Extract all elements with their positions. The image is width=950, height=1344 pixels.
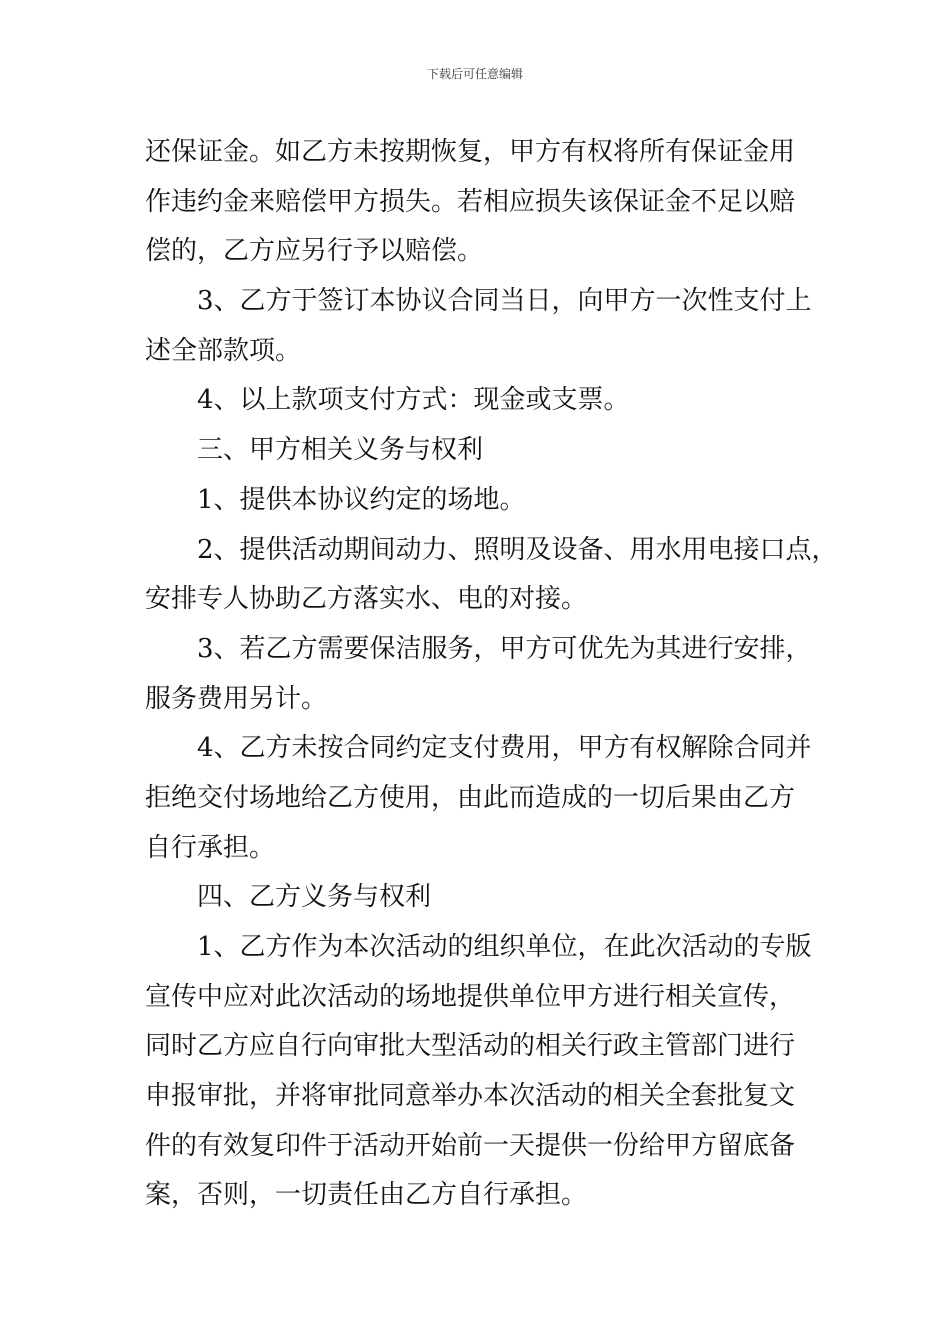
text-line: 还保证金。如乙方未按期恢复，甲方有权将所有保证金用	[145, 137, 796, 167]
text-line: 拒绝交付场地给乙方使用，由此而造成的一切后果由乙方	[145, 782, 796, 813]
text-line: 1、提供本协议约定的场地。	[197, 484, 526, 515]
text-line: 作违约金来赔偿甲方损失。若相应损失该保证金不足以赔	[145, 186, 796, 217]
text-line: 同时乙方应自行向审批大型活动的相关行政主管部门进行	[145, 1031, 796, 1062]
text-line: 4、以上款项支付方式：现金或支票。	[197, 385, 630, 416]
document-body	[145, 128, 838, 1221]
text-line: 申报审批，并将审批同意举办本次活动的相关全套批复文	[145, 1081, 796, 1112]
section-heading: 四、乙方义务与权利	[197, 882, 432, 913]
section-heading: 三、甲方相关义务与权利	[197, 435, 484, 466]
text-line: 自行承担。	[145, 832, 276, 863]
text-line: 2、提供活动期间动力、照明及设备、用水用电接口点，	[197, 534, 838, 565]
text-line: 述全部款项。	[145, 335, 302, 366]
text-line: 4、乙方未按合同约定支付费用，甲方有权解除合同并	[197, 733, 812, 764]
text-line: 1、乙方作为本次活动的组织单位，在此次活动的专版	[197, 932, 812, 962]
text-line: 3、若乙方需要保洁服务，甲方可优先为其进行安排，	[197, 633, 812, 664]
text-line: 件的有效复印件于活动开始前一天提供一份给甲方留底备	[145, 1130, 796, 1161]
text-line: 3、乙方于签订本协议合同当日，向甲方一次性支付上	[197, 286, 812, 317]
page-header: 下载后可任意编辑	[426, 67, 523, 81]
text-line: 案，否则，一切责任由乙方自行承担。	[145, 1180, 588, 1211]
text-line: 宣传中应对此次活动的场地提供单位甲方进行相关宣传，	[145, 981, 796, 1012]
text-line: 安排专人协助乙方落实水、电的对接。	[145, 584, 588, 615]
text-line: 服务费用另计。	[145, 683, 328, 714]
text-line: 偿的，乙方应另行予以赔偿。	[145, 236, 484, 267]
